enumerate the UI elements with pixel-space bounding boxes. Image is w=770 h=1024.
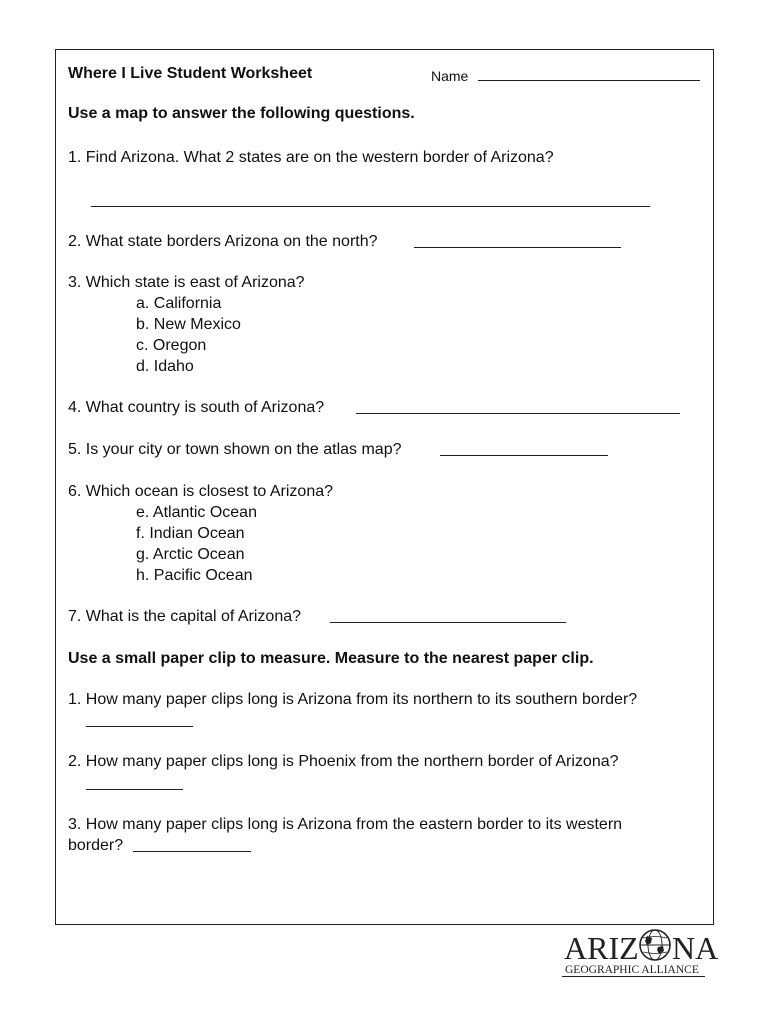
question-2-answer-line[interactable] (414, 247, 621, 248)
name-label: Name (431, 68, 469, 84)
measure-question-3-continued: border? (68, 837, 124, 854)
question-2: 2. What state borders Arizona on the north? (68, 233, 378, 250)
measure-question-2: 2. How many paper clips long is Phoenix from the northern border of Arizona? (68, 753, 619, 770)
question-6-option: g. Arctic Ocean (136, 546, 245, 563)
question-7: 7. What is the capital of Arizona? (68, 608, 302, 625)
question-3: 3. Which state is east of Arizona? (68, 274, 305, 291)
logo-word-right: NA (672, 930, 719, 966)
question-1: 1. Find Arizona. What 2 states are on the western border of Arizona? (68, 149, 554, 166)
logo-subtitle: GEOGRAPHIC ALLIANCE (565, 964, 699, 976)
question-4-answer-line[interactable] (356, 413, 680, 414)
question-4: 4. What country is south of Arizona? (68, 399, 325, 416)
instruction-paper-clip: Use a small paper clip to measure. Measure to the nearest paper clip. (68, 650, 594, 667)
logo-word-left: ARIZ (564, 930, 639, 966)
worksheet-title: Where I Live Student Worksheet (68, 65, 313, 82)
question-3-option: c. Oregon (136, 337, 207, 354)
globe-icon (638, 928, 672, 962)
question-3-option: d. Idaho (136, 358, 194, 375)
question-6-option: f. Indian Ocean (136, 525, 245, 542)
question-1-answer-line[interactable] (91, 206, 650, 207)
measure-question-1: 1. How many paper clips long is Arizona from its northern to its southern border? (68, 691, 638, 708)
question-7-answer-line[interactable] (330, 622, 566, 623)
instruction-map: Use a map to answer the following questions. (68, 105, 415, 122)
question-6-option: h. Pacific Ocean (136, 567, 253, 584)
question-5-answer-line[interactable] (440, 455, 608, 456)
measure-question-1-answer-line[interactable] (86, 726, 193, 727)
measure-question-2-answer-line[interactable] (86, 789, 183, 790)
question-6: 6. Which ocean is closest to Arizona? (68, 483, 334, 500)
name-answer-line[interactable] (478, 80, 700, 81)
question-3-option: b. New Mexico (136, 316, 241, 333)
logo-underline (562, 976, 705, 977)
question-5: 5. Is your city or town shown on the atlas map? (68, 441, 402, 458)
measure-question-3-answer-line[interactable] (133, 851, 251, 852)
arizona-geographic-alliance-logo (560, 930, 719, 978)
measure-question-3: 3. How many paper clips long is Arizona from the eastern border to its western (68, 816, 623, 833)
question-3-option: a. California (136, 295, 222, 312)
question-6-option: e. Atlantic Ocean (136, 504, 257, 521)
